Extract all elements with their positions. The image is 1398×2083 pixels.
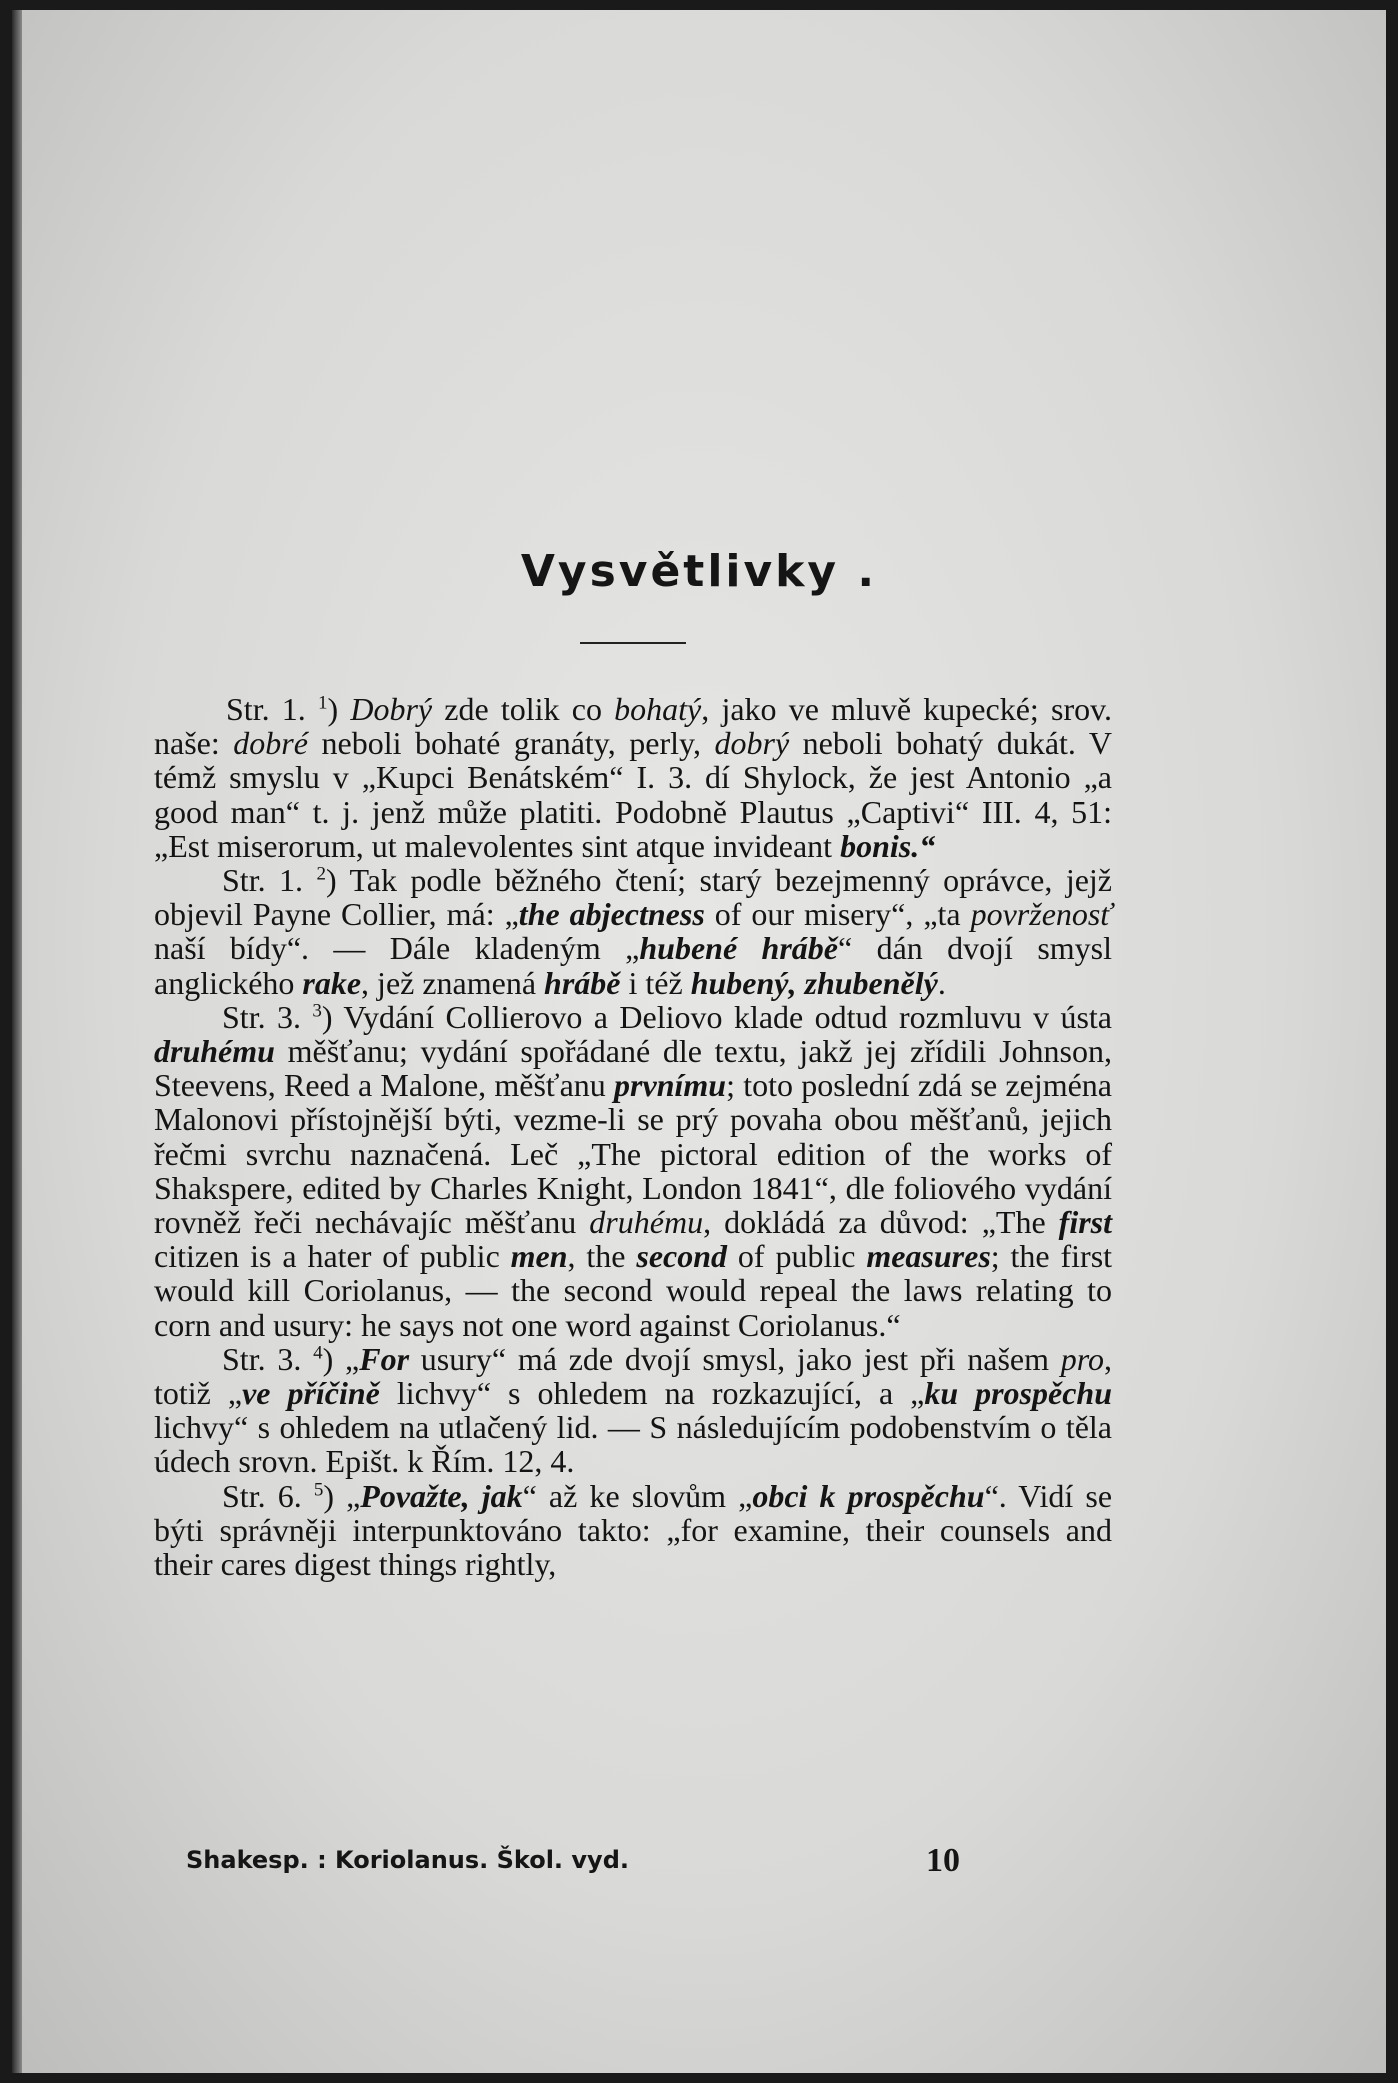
- note-reference: Str. 1.: [226, 691, 318, 727]
- footnote-paren: ): [322, 1340, 334, 1377]
- footnote-paren: ): [321, 998, 333, 1035]
- footnote-paren: ): [323, 1477, 334, 1514]
- book-page: [12, 10, 1386, 2073]
- page-heading: Vysvětlivky .: [520, 546, 878, 597]
- note-text: , dokládá za důvod: „The: [703, 1204, 1059, 1241]
- note-text: i též: [620, 964, 691, 1001]
- note-text: naší bídy“. — Dále kladeným „: [154, 930, 640, 967]
- note-text: , the: [567, 1238, 637, 1275]
- note-reference: Str. 3.: [222, 998, 313, 1035]
- footnote-marker: 2: [316, 863, 326, 885]
- note-text: usury“ má zde dvojí smysl, jako jest při našem: [409, 1340, 1061, 1377]
- note-text: „: [333, 1340, 360, 1377]
- emphasized-text: bonis.“: [840, 827, 936, 864]
- note-text: Tak podle běžného čtení; starý bezejmenný oprávce, jejž objevil Payne Collier, má: „: [154, 862, 1112, 933]
- note-text: of public: [727, 1238, 867, 1275]
- note-paragraph: [154, 1479, 1112, 1582]
- emphasized-text: obci k prospěchu: [752, 1477, 985, 1514]
- note-text: neboli bohatý dukát. V témž smyslu v „Kupci Benátském“ I. 3. dí Shylock, že jest Antonio „a good man“ t. j. jenž může platiti. Podobně Plautus „Captivi“ III. 4, 51: „Est miserorum, ut malevolentes sint atque invideant: [154, 725, 1113, 864]
- note-text: neboli bohaté granáty, perly,: [307, 725, 715, 762]
- note-text: „: [333, 1477, 361, 1514]
- emphasized-text: men: [510, 1238, 568, 1275]
- note-paragraph: [154, 1342, 1112, 1479]
- note-reference: Str. 1.: [222, 862, 317, 899]
- emphasized-text: pro: [1060, 1340, 1105, 1377]
- emphasized-text: the abjectness: [518, 896, 705, 933]
- notes-body: [154, 692, 1112, 1581]
- emphasized-text: bohatý: [614, 691, 702, 727]
- note-paragraph: [154, 692, 1112, 863]
- page-number: 10: [926, 1842, 960, 1879]
- emphasized-text: hubené hrábě: [639, 930, 838, 967]
- emphasized-text: Dobrý: [350, 691, 433, 727]
- note-paragraph: [154, 863, 1112, 1000]
- note-text: “. Vidí se býti správněji interpunktováno takto: „for examine, their counsels and their cares digest things rightly,: [154, 1477, 1113, 1583]
- emphasized-text: dobrý: [714, 725, 790, 762]
- note-reference: Str. 6.: [222, 1477, 314, 1514]
- note-text: lichvy“ s ohledem na utlačený lid. — S následujícím podobenstvím o těla údech srovn. Epišt. k Řím. 12, 4.: [154, 1409, 1112, 1480]
- note-text: of our misery“, „ta: [704, 896, 971, 933]
- footnote-paren: ): [327, 691, 339, 727]
- book-spine-edge: [12, 10, 22, 2073]
- note-text: lichvy“ s ohledem na rozkazující, a „: [379, 1375, 925, 1412]
- emphasized-text: For: [359, 1340, 410, 1377]
- heading-divider: [580, 642, 686, 644]
- note-text: Vydání Collierovo a Deliovo klade odtud rozmluvu v ústa: [332, 998, 1112, 1035]
- emphasized-text: prvnímu: [614, 1067, 727, 1104]
- emphasized-text: druhému: [154, 1033, 275, 1070]
- emphasized-text: second: [636, 1238, 728, 1275]
- emphasized-text: hubený, zhubenělý: [690, 964, 938, 1001]
- emphasized-text: first: [1058, 1204, 1113, 1241]
- emphasized-text: ve příčině: [242, 1375, 380, 1412]
- note-text: , jež znamená: [361, 964, 545, 1001]
- note-text: zde tolik co: [432, 691, 615, 727]
- note-text: “ až ke slovům „: [522, 1477, 753, 1514]
- emphasized-text: povrženosť: [970, 896, 1112, 933]
- footnote-marker: 1: [317, 692, 328, 714]
- footnote-marker: 3: [312, 1000, 322, 1022]
- note-text: ; the first would kill Coriolanus, — the second would repeal the laws relating to corn and usury: he says not one word against Coriolanus.“: [154, 1238, 1113, 1343]
- note-text: , totiž „: [154, 1340, 1113, 1412]
- page-footer: [154, 1842, 1112, 1886]
- footnote-marker: 5: [313, 1479, 324, 1501]
- emphasized-text: rake: [302, 964, 362, 1001]
- note-text: ; toto poslední zdá se zejména Malonovi přístojnější býti, vezme-li se prý povaha obou měšťanů, jejich řečmi svrchu naznačená. Leč „The pictoral edition of the works of Shakspere, edited by Charles Knight, London 1841“, dle foliového vydání rovněž řeči nechávajíc měšťanu: [154, 1067, 1113, 1241]
- emphasized-text: druhému: [589, 1204, 704, 1241]
- note-text: měšťanu; vydání spořádané dle textu, jakž jej zřídili Johnson, Steevens, Reed a Malone, měšťanu: [154, 1033, 1112, 1104]
- footer-book-title: Shakesp. : Koriolanus. Škol. vyd.: [186, 1846, 629, 1874]
- footnote-marker: 4: [313, 1342, 323, 1364]
- note-text: “ dán dvojí smysl anglického: [154, 930, 1113, 1001]
- emphasized-text: Považte, jak: [360, 1477, 523, 1514]
- note-paragraph: [154, 1000, 1112, 1342]
- emphasized-text: measures: [866, 1238, 991, 1275]
- emphasized-text: dobré: [233, 725, 308, 762]
- emphasized-text: ku prospěchu: [924, 1375, 1113, 1412]
- footnote-paren: ): [325, 862, 337, 899]
- emphasized-text: hrábě: [544, 964, 621, 1001]
- note-text: , jako ve mluvě kupecké; srov. naše:: [154, 691, 1113, 762]
- note-text: citizen is a hater of public: [154, 1238, 511, 1275]
- note-reference: Str. 3.: [222, 1340, 314, 1377]
- note-text: [338, 691, 350, 727]
- note-text: .: [937, 964, 946, 1001]
